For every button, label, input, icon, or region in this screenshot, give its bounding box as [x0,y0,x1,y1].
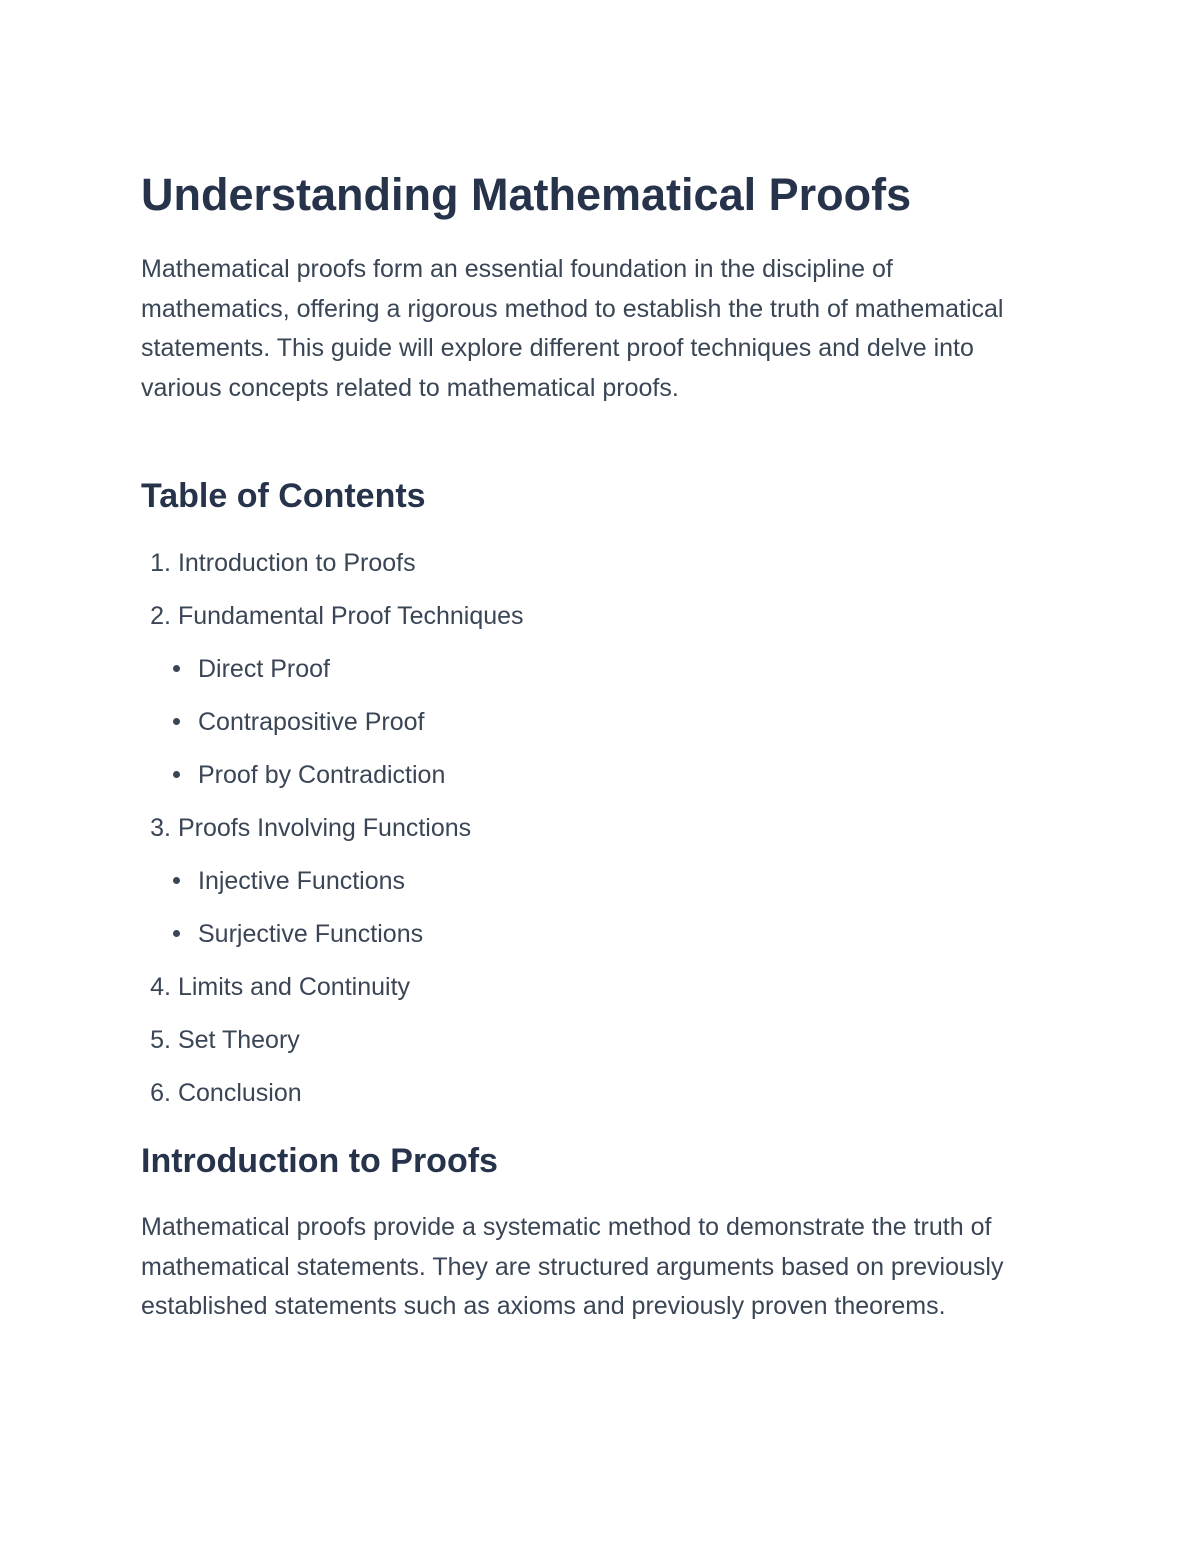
toc-item-label: Proofs Involving Functions [177,814,472,842]
toc-subitem-direct-proof[interactable] [141,646,524,699]
toc-item-number: 1. [150,549,171,577]
toc-item-fundamental-techniques[interactable] [141,593,524,646]
toc-item-label: Introduction to Proofs [177,549,416,577]
toc-item-number: 4. [150,973,171,1001]
toc-item-label: Fundamental Proof Techniques [177,602,524,630]
bullet-icon [173,877,180,884]
bullet-icon [173,718,180,725]
toc-subitem-label: Proof by Contradiction [198,761,446,789]
bullet-icon [173,771,180,778]
bullet-icon [173,665,180,672]
bullet-icon [173,930,180,937]
toc-subitem-label: Contrapositive Proof [198,708,425,736]
page-title: Understanding Mathematical Proofs [141,169,912,220]
toc-item-number: 6. [150,1079,171,1107]
toc-subitem-label: Direct Proof [198,655,330,683]
toc-item-conclusion[interactable] [141,1070,524,1123]
toc-subitem-proof-by-contradiction[interactable] [141,752,524,805]
section-paragraph: Mathematical proofs provide a systematic method to demonstrate the truth of mathematical statements. They are structured arguments based on previously established statements such as axioms and previously proven theorems. [141,1213,1004,1321]
toc-item-number: 3. [150,814,171,842]
toc-item-label: Set Theory [177,1026,300,1054]
toc-subitem-label: Injective Functions [198,867,406,895]
toc-heading: Table of Contents [141,477,426,515]
intro-paragraph: Mathematical proofs form an essential foundation in the discipline of mathematics, offering a rigorous method to establish the truth of mathematical statements. This guide will explore different proof techniques and delve into various concepts related to mathematical proofs. [141,255,1004,402]
toc-item-number: 2. [150,602,171,630]
toc-subitem-contrapositive-proof[interactable] [141,699,524,752]
toc-subitem-surjective-functions[interactable] [141,911,524,964]
table-of-contents [141,540,524,1123]
section-heading: Introduction to Proofs [141,1142,498,1180]
toc-item-number: 5. [150,1026,171,1054]
toc-item-label: Limits and Continuity [177,973,411,1001]
toc-item-introduction[interactable] [141,540,524,593]
toc-subitem-label: Surjective Functions [198,920,424,948]
toc-subitem-injective-functions[interactable] [141,858,524,911]
toc-item-limits-continuity[interactable] [141,964,524,1017]
toc-item-label: Conclusion [177,1079,302,1107]
toc-item-set-theory[interactable] [141,1017,524,1070]
toc-item-functions[interactable] [141,805,524,858]
